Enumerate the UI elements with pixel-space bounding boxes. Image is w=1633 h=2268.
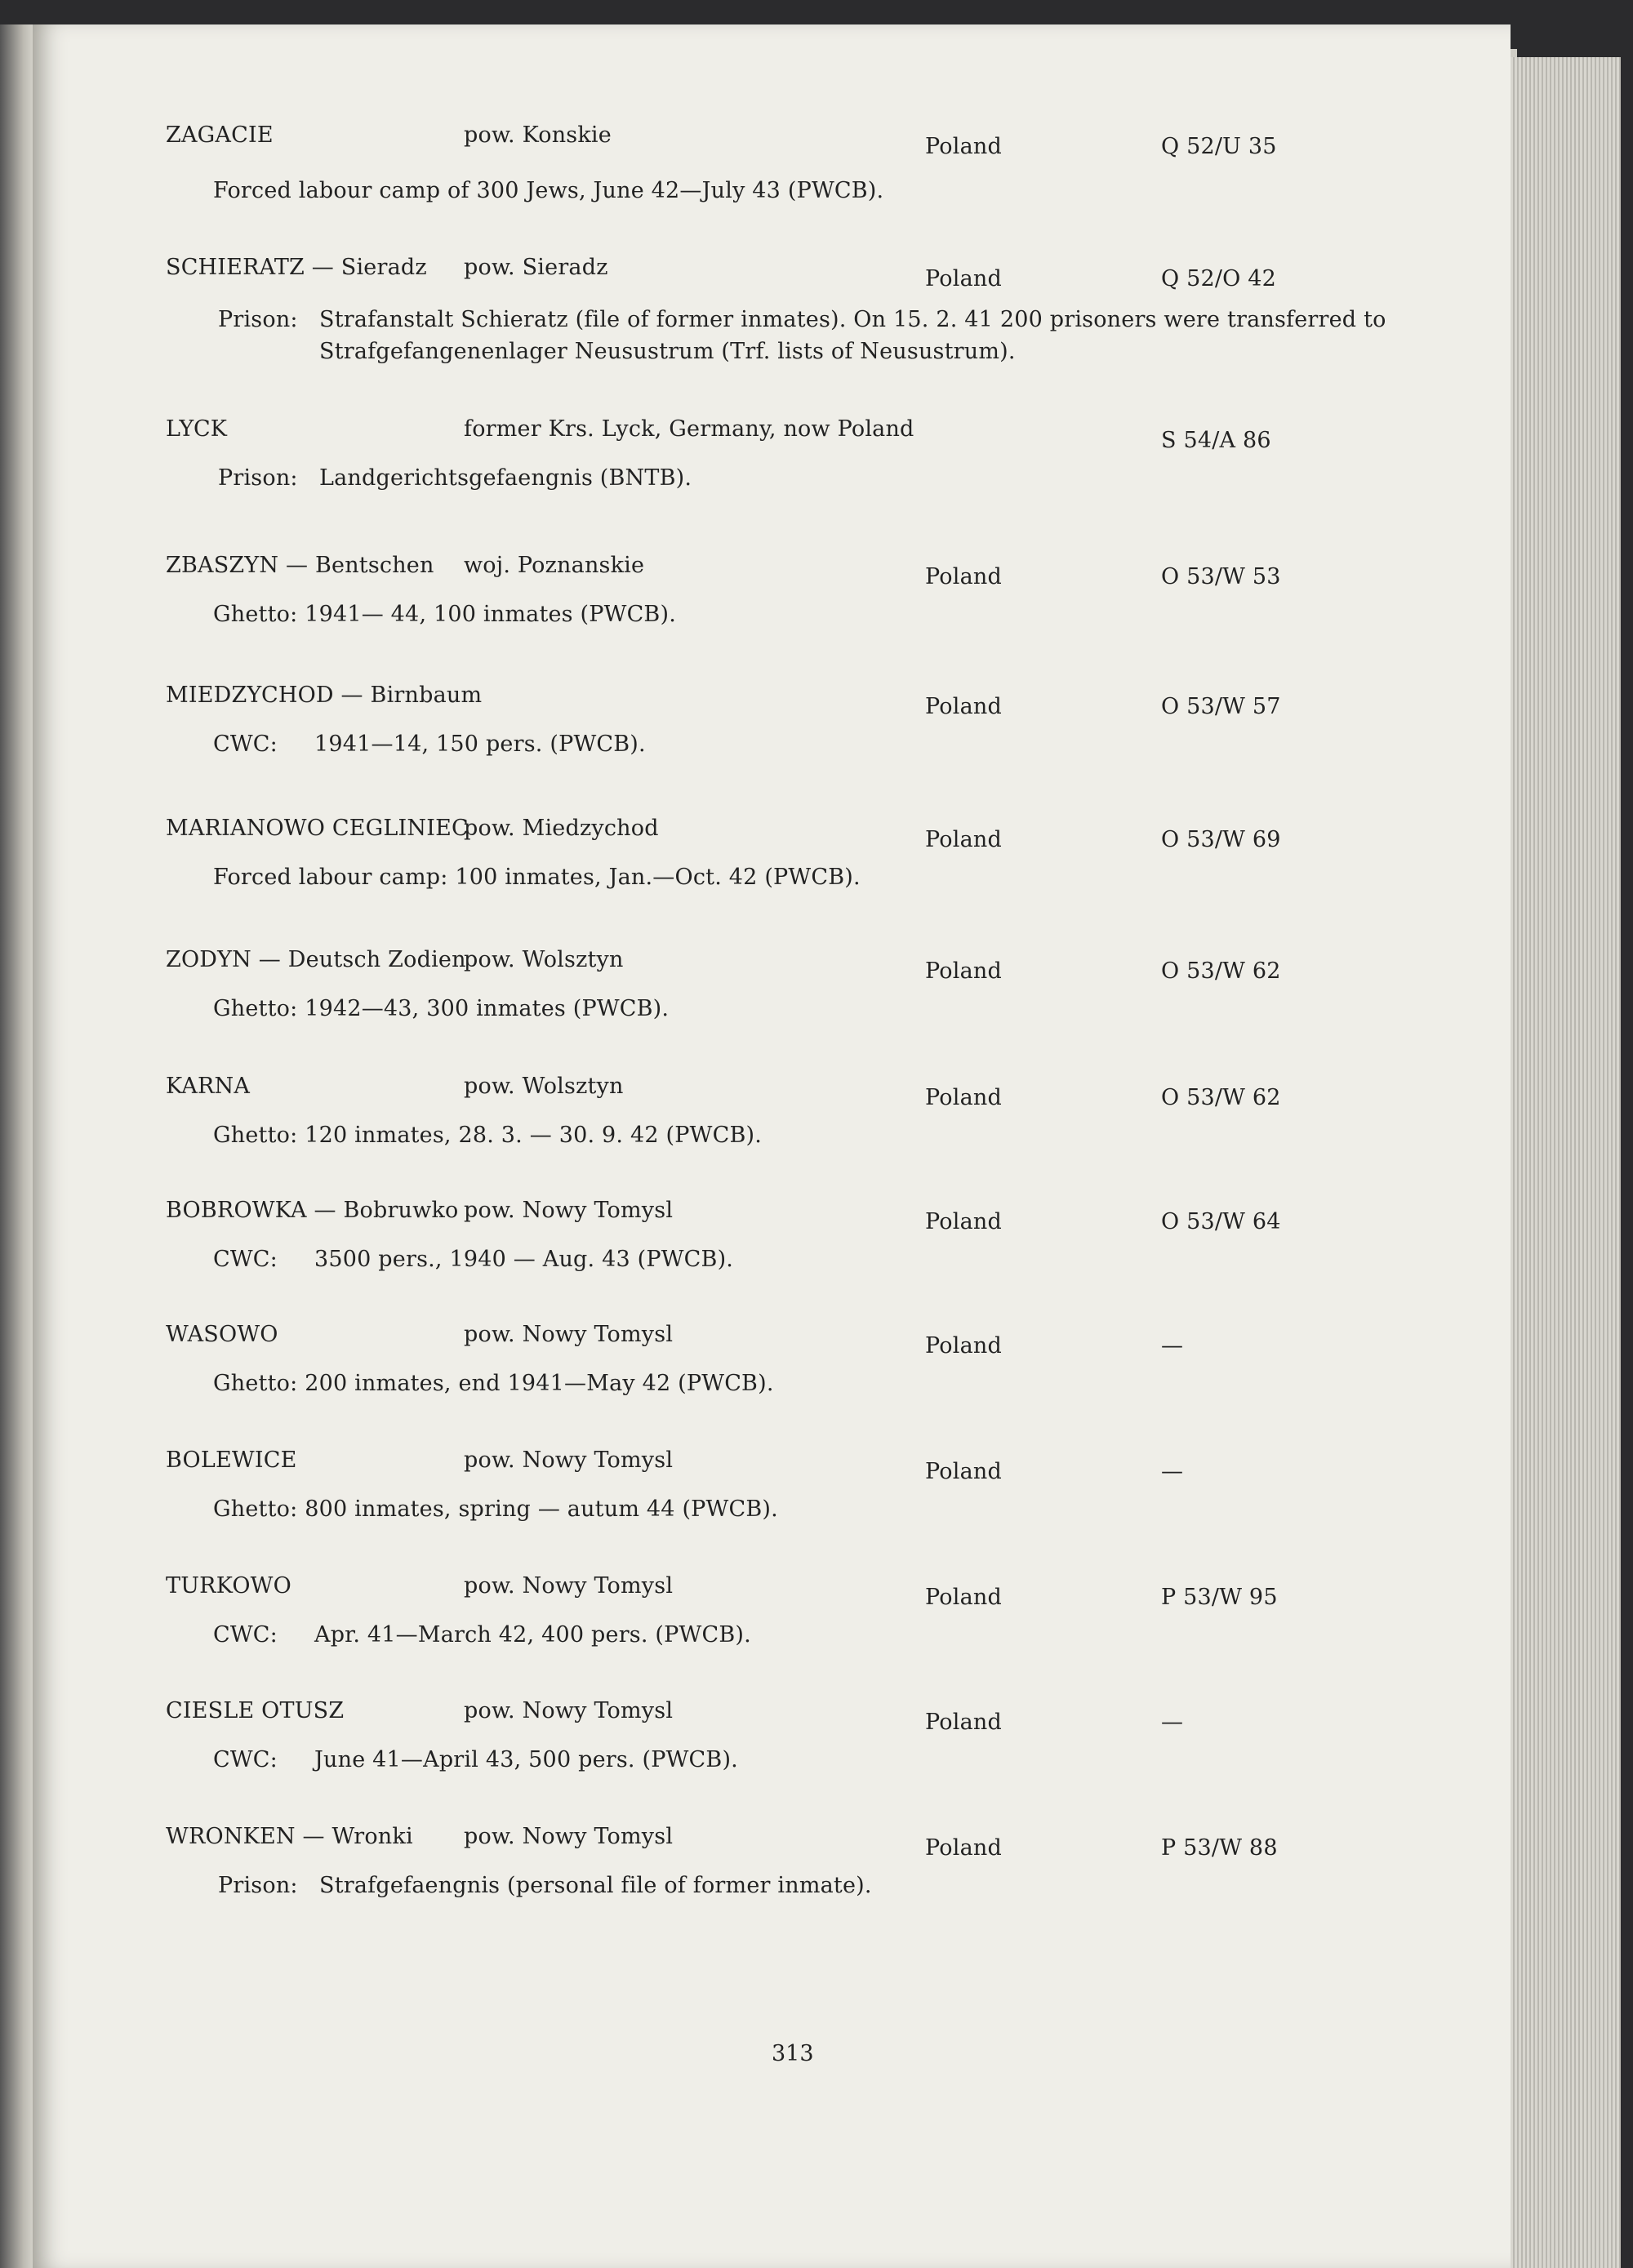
entry-district: pow. Wolsztyn [464, 947, 624, 972]
entry-name: ZODYN — Deutsch Zodien [166, 947, 466, 972]
entry-map-reference: P 53/W 88 [1161, 1835, 1278, 1861]
entry-map-reference: Q 52/O 42 [1161, 266, 1277, 291]
description-text: Apr. 41—March 42, 400 pers. (PWCB). [314, 1622, 751, 1648]
entry-description [213, 1247, 733, 1272]
description-text: 3500 pers., 1940 — Aug. 43 (PWCB). [314, 1247, 734, 1272]
entry-description [213, 865, 861, 890]
entry-district: pow. Wolsztyn [464, 1074, 624, 1099]
entry-country: Poland [925, 958, 1002, 984]
entry-description [218, 465, 692, 491]
entry-name: LYCK [166, 416, 228, 442]
description-label: Prison: [218, 1873, 298, 1898]
entry-district: pow. Nowy Tomysl [464, 1824, 674, 1849]
entry-district: pow. Miedzychod [464, 816, 659, 841]
entry-name: MARIANOWO CEGLINIEC [166, 816, 469, 841]
entry-description [213, 1123, 762, 1148]
description-text: Strafanstalt Schieratz (file of former inmates). On 15. 2. 41 200 prisoners were transferred to [319, 307, 1386, 332]
entry-map-reference: — [1161, 1333, 1184, 1359]
entry-map-reference: O 53/W 69 [1161, 827, 1281, 852]
entry-map-reference: O 53/W 57 [1161, 694, 1281, 719]
entry-district: pow. Sieradz [464, 255, 608, 280]
entry-name: MIEDZYCHOD — Birnbaum [166, 683, 483, 708]
entry-district: pow. Nowy Tomysl [464, 1198, 674, 1223]
entry-name: BOBROWKA — Bobruwko [166, 1198, 459, 1223]
description-label: CWC: [213, 732, 278, 757]
description-text: June 41—April 43, 500 pers. (PWCB). [314, 1747, 738, 1772]
description-label: Prison: [218, 465, 298, 491]
entry-country: Poland [925, 1585, 1002, 1610]
description-text: 200 inmates, end 1941—May 42 (PWCB). [305, 1371, 774, 1396]
entry-country: Poland [925, 1209, 1002, 1234]
entry-map-reference: — [1161, 1459, 1184, 1484]
entry-description [213, 1371, 774, 1396]
entry-country: Poland [925, 266, 1002, 291]
description-label: Ghetto: [213, 1496, 298, 1522]
entry-district: woj. Poznanskie [464, 553, 645, 578]
description-text: Landgerichtsgefaengnis (BNTB). [319, 465, 692, 491]
description-label: CWC: [213, 1247, 278, 1272]
description-label: Ghetto: [213, 1123, 298, 1148]
entry-country: Poland [925, 1835, 1002, 1861]
entry-description [213, 178, 883, 203]
entry-district: pow. Konskie [464, 122, 612, 148]
entry-description [213, 732, 646, 757]
description-text: 1942—43, 300 inmates (PWCB). [305, 996, 670, 1021]
entry-description [213, 996, 669, 1021]
description-text: 1941—14, 150 pers. (PWCB). [314, 732, 646, 757]
entry-name: TURKOWO [166, 1573, 291, 1599]
entry-map-reference: Q 52/U 35 [1161, 134, 1277, 159]
entry-name: BOLEWICE [166, 1448, 297, 1473]
entry-country: Poland [925, 1085, 1002, 1110]
entry-map-reference: O 53/W 62 [1161, 1085, 1281, 1110]
description-text: Strafgefangenenlager Neusustrum (Trf. lists of Neusustrum). [319, 339, 1016, 364]
description-text: Forced labour camp: 100 inmates, Jan.—Oct. 42 (PWCB). [213, 865, 861, 890]
description-label: Ghetto: [213, 1371, 298, 1396]
entry-map-reference: O 53/W 53 [1161, 564, 1281, 589]
description-label: Prison: [218, 307, 298, 332]
entry-country: Poland [925, 134, 1002, 159]
entry-description [213, 1747, 738, 1772]
entry-name: ZAGACIE [166, 122, 274, 148]
entry-map-reference: P 53/W 95 [1161, 1585, 1278, 1610]
entry-description [213, 1496, 778, 1522]
book-page [33, 24, 1511, 2268]
entry-description [218, 304, 1386, 367]
description-label: Ghetto: [213, 602, 298, 627]
description-text: 120 inmates, 28. 3. — 30. 9. 42 (PWCB). [305, 1123, 762, 1148]
page-stack [1506, 57, 1621, 2268]
entry-district: former Krs. Lyck, Germany, now Poland [464, 416, 914, 442]
entry-district: pow. Nowy Tomysl [464, 1573, 674, 1599]
entry-name: SCHIERATZ — Sieradz [166, 255, 427, 280]
entry-description [213, 602, 676, 627]
entry-country: Poland [925, 1710, 1002, 1735]
entry-map-reference: — [1161, 1710, 1184, 1735]
entry-description [218, 1873, 872, 1898]
description-label: CWC: [213, 1747, 278, 1772]
entry-country: Poland [925, 694, 1002, 719]
description-text: Forced labour camp of 300 Jews, June 42—July 43 (PWCB). [213, 178, 884, 203]
entry-district: pow. Nowy Tomysl [464, 1322, 674, 1347]
description-text: 800 inmates, spring — autum 44 (PWCB). [305, 1496, 778, 1522]
entry-country: Poland [925, 564, 1002, 589]
entry-country: Poland [925, 1459, 1002, 1484]
entry-map-reference: O 53/W 62 [1161, 958, 1281, 984]
entry-name: WRONKEN — Wronki [166, 1824, 413, 1849]
description-text: 1941— 44, 100 inmates (PWCB). [305, 602, 676, 627]
entry-name: KARNA [166, 1074, 251, 1099]
entry-map-reference: O 53/W 64 [1161, 1209, 1281, 1234]
entry-name: ZBASZYN — Bentschen [166, 553, 434, 578]
entry-country: Poland [925, 827, 1002, 852]
description-text: Strafgefaengnis (personal file of former inmate). [319, 1873, 872, 1898]
description-label: CWC: [213, 1622, 278, 1648]
entry-map-reference: S 54/A 86 [1161, 428, 1271, 453]
entry-name: WASOWO [166, 1322, 278, 1347]
entry-district: pow. Nowy Tomysl [464, 1448, 674, 1473]
entry-description [213, 1622, 751, 1648]
page-number: 313 [772, 2041, 814, 2066]
entry-name: CIESLE OTUSZ [166, 1698, 345, 1723]
entry-district: pow. Nowy Tomysl [464, 1698, 674, 1723]
entry-country: Poland [925, 1333, 1002, 1359]
description-label: Ghetto: [213, 996, 298, 1021]
